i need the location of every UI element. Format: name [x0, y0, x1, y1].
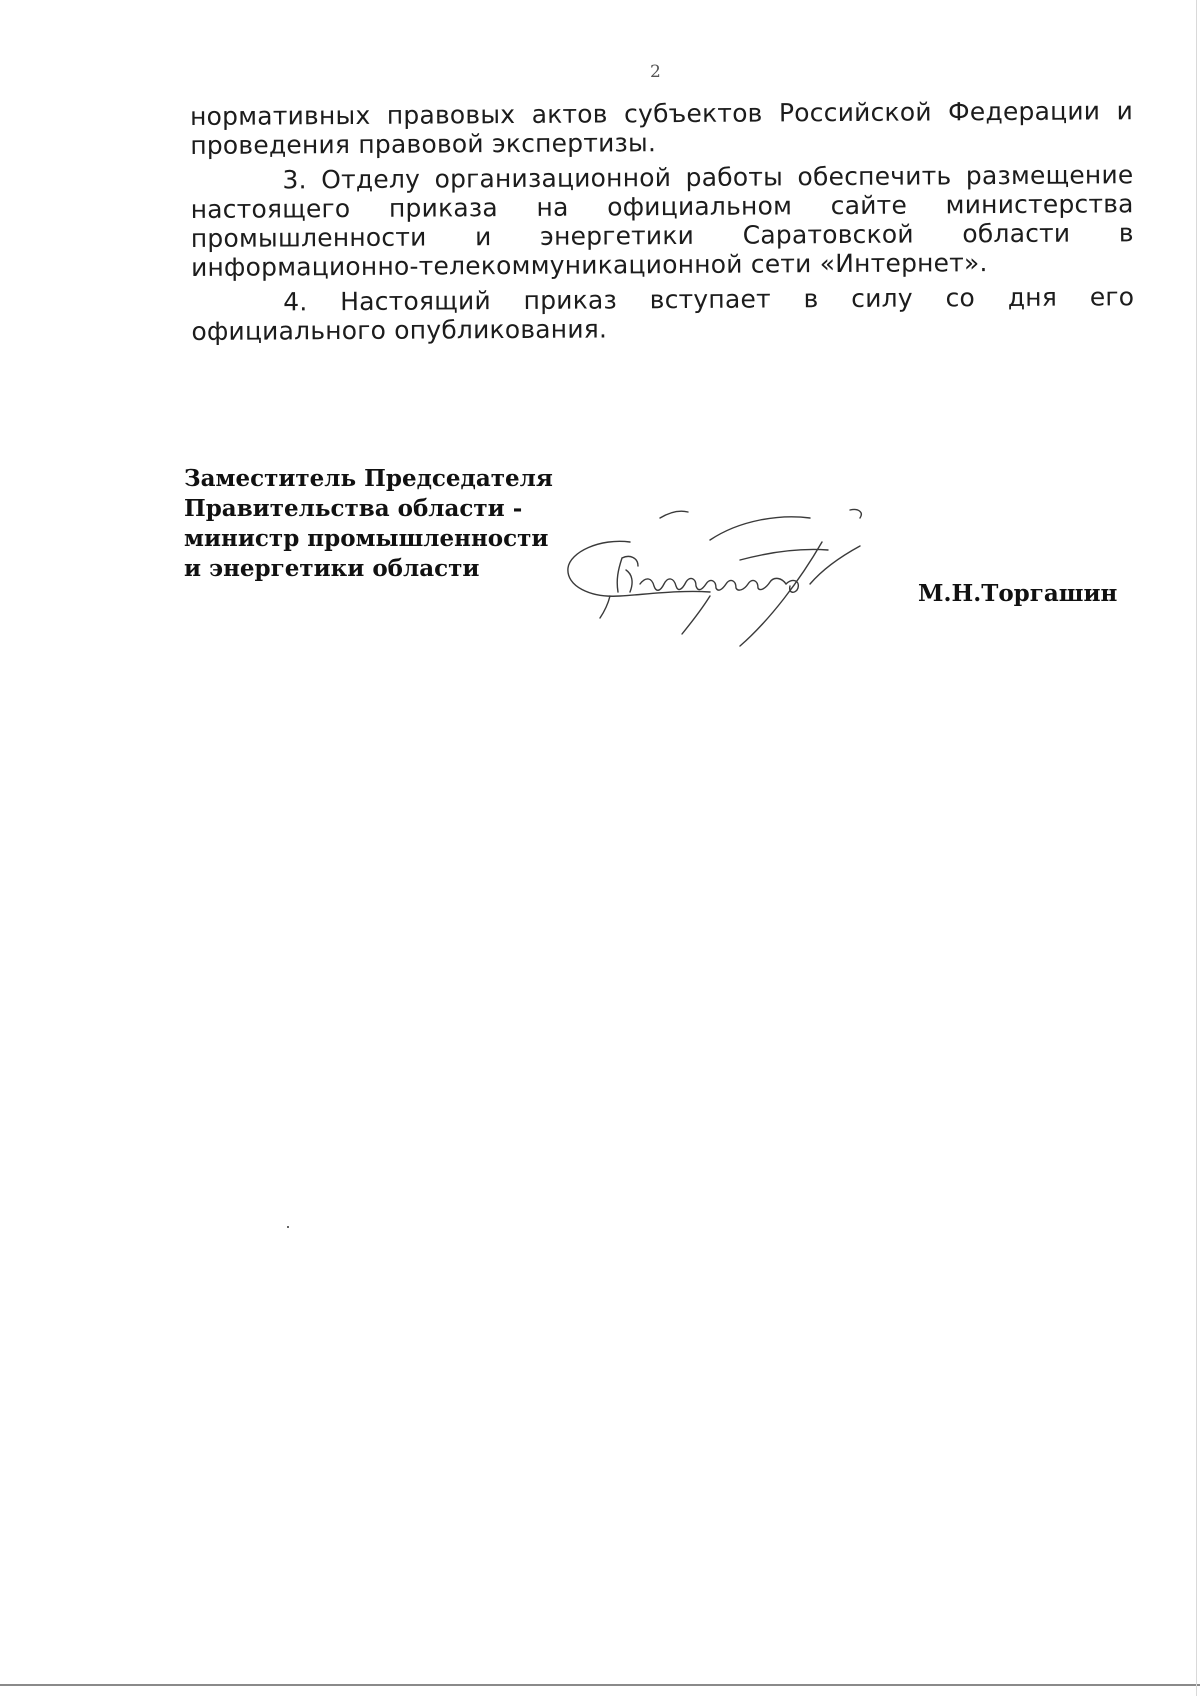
signatory-title-line: Правительства области - [184, 495, 523, 522]
signatory-title-line: министр промышленности [184, 525, 549, 552]
scan-bottom-edge [0, 1684, 1200, 1686]
signatory-title [184, 464, 553, 584]
scan-right-edge [1196, 0, 1197, 1696]
paragraph-item-3: 3. Отделу организационной работы обеспечить размещение настоящего приказа на официальном сайте министерства промышленности и энергетики Саратовской области в информационно-телекоммуникационной сети «Интернет». [190, 160, 1134, 282]
paragraph-item-4: 4. Настоящий приказ вступает в силу со дня его официального опубликования. [191, 282, 1135, 346]
signatory-title-line: Заместитель Председателя [184, 465, 553, 492]
signer-name: М.Н.Торгашин [918, 580, 1118, 607]
scan-speck [287, 1226, 289, 1228]
signatory-title-line: и энергетики области [184, 555, 480, 582]
page-number: 2 [650, 62, 661, 82]
body-text [190, 96, 1135, 352]
paragraph-continuation: нормативных правовых актов субъектов Российской Федерации и проведения правовой экспертизы. [190, 96, 1134, 160]
handwritten-signature [560, 500, 930, 650]
